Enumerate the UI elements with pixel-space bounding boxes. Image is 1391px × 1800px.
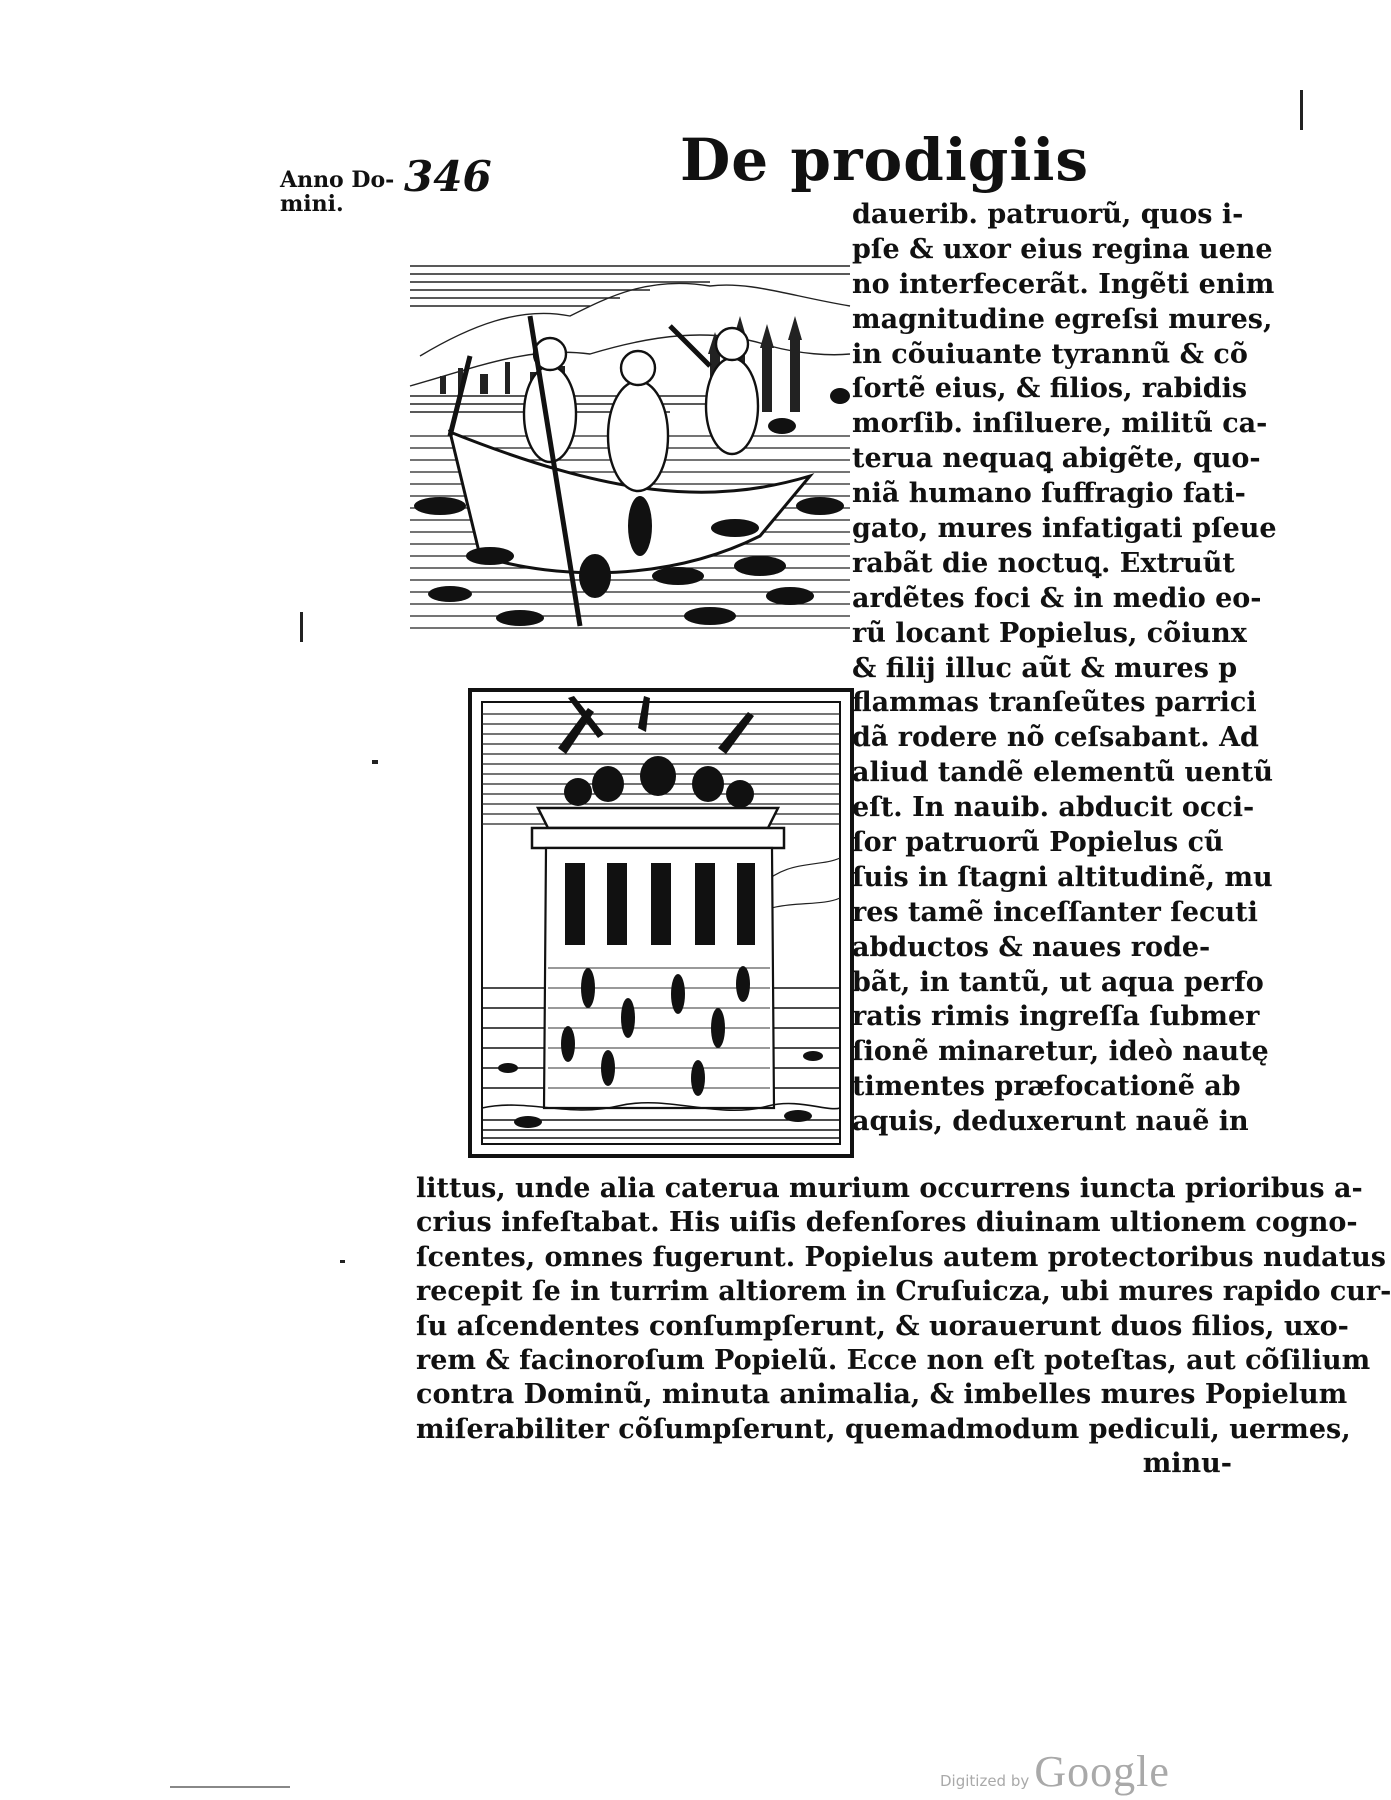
scan-speck xyxy=(340,1260,345,1263)
text-line: no interfecerãt. Ingẽti enim xyxy=(852,268,1275,300)
digitized-by-watermark xyxy=(940,1746,1170,1797)
woodcut-tower-illustration xyxy=(468,688,854,1158)
text-line: ſor patruorũ Popielus cũ xyxy=(852,827,1224,859)
text-line: ardẽtes foci & in medio eo- xyxy=(852,582,1262,614)
text-line: pſe & uxor eius regina uene xyxy=(852,233,1273,265)
woodcut-tower-svg xyxy=(468,688,854,1158)
text-line: & filij illuc aũt & mures p xyxy=(852,652,1238,684)
text-line: morſib. inſiluere, militũ ca- xyxy=(852,408,1268,440)
margin-note-line-2: mini. xyxy=(280,191,344,217)
text-line: rem & facinoroſum Popielũ. Ecce non eſt poteſtas, aut cõſilium xyxy=(416,1344,1371,1376)
text-line: aliud tandẽ elementũ uentũ xyxy=(852,757,1274,789)
text-line: contra Dominũ, minuta animalia, & imbelles mures Popielum xyxy=(416,1379,1348,1411)
text-line: dã rodere nõ ceſsabant. Ad xyxy=(852,722,1259,754)
text-line: miſerabiliter cõſumpſerunt, quemadmodum pediculi, uermes, xyxy=(416,1413,1351,1445)
text-line: ſortẽ eius, & filios, rabidis xyxy=(852,373,1248,405)
margin-note-line-1: Anno Do- xyxy=(280,167,395,193)
text-line: aquis, deduxerunt nauẽ in xyxy=(852,1106,1249,1138)
text-line: res tamẽ inceſſanter ſecuti xyxy=(852,896,1258,928)
scan-speck xyxy=(1300,90,1303,130)
text-line: rũ locant Popielus, cõiunx xyxy=(852,617,1247,649)
text-line: ſionẽ minaretur, ideò nautę xyxy=(852,1036,1269,1068)
page-number: 346 xyxy=(404,152,492,201)
text-line: crius infeſtabat. His uiſis defenſores diuinam ultionem cogno- xyxy=(416,1207,1358,1239)
text-line: ratis rimis ingreſſa ſubmer xyxy=(852,1001,1260,1033)
text-column-narrow xyxy=(852,198,1277,1140)
text-line: littus, unde alia caterua murium occurrens iuncta prioribus a- xyxy=(416,1173,1363,1204)
text-line: recepit ſe in turrim altiorem in Cruſuicza, ubi mures rapido cur- xyxy=(416,1276,1391,1308)
scan-speck xyxy=(372,760,378,764)
text-line: flammas tranſeũtes parrici xyxy=(852,687,1257,719)
text-line: ſu aſcendentes conſumpſerunt, & uorauerunt duos filios, uxo- xyxy=(416,1310,1349,1342)
text-line: rabãt die noctuꝗ. Extruũt xyxy=(852,547,1235,579)
woodcut-boat-illustration xyxy=(410,236,850,646)
text-column-full xyxy=(416,1172,1391,1482)
text-line: timentes præfocationẽ ab xyxy=(852,1071,1241,1103)
scan-speck xyxy=(300,612,303,642)
text-line: in cõuiuante tyrannũ & cõ xyxy=(852,338,1248,370)
margin-note xyxy=(280,168,398,216)
digitized-by-text: Digitized by xyxy=(940,1772,1030,1790)
text-line: ſcentes, omnes fugerunt. Popielus autem protectoribus nudatus xyxy=(416,1241,1386,1273)
text-line: gato, mures infatigati pſeue xyxy=(852,513,1277,545)
google-logo: Google xyxy=(1034,1747,1170,1796)
text-line: eſt. In nauib. abducit occi- xyxy=(852,792,1255,824)
text-line: niã humano ſuffragio fati- xyxy=(852,478,1246,510)
catchword: minu- xyxy=(1142,1448,1232,1480)
text-line: terua nequaꝗ abigẽte, quo- xyxy=(852,443,1261,475)
text-line: ſuis in ſtagni altitudinẽ, mu xyxy=(852,861,1273,893)
text-line: dauerib. patruorũ, quos i- xyxy=(852,199,1244,230)
text-line: magnitudine egreſsi mures, xyxy=(852,303,1273,335)
text-line: abductos & naues rode- xyxy=(852,931,1211,963)
woodcut-boat-svg xyxy=(410,236,850,646)
running-head: De prodigiis xyxy=(680,126,1090,194)
text-line: bãt, in tantũ, ut aqua perfo xyxy=(852,966,1264,998)
scan-speck xyxy=(170,1786,290,1788)
